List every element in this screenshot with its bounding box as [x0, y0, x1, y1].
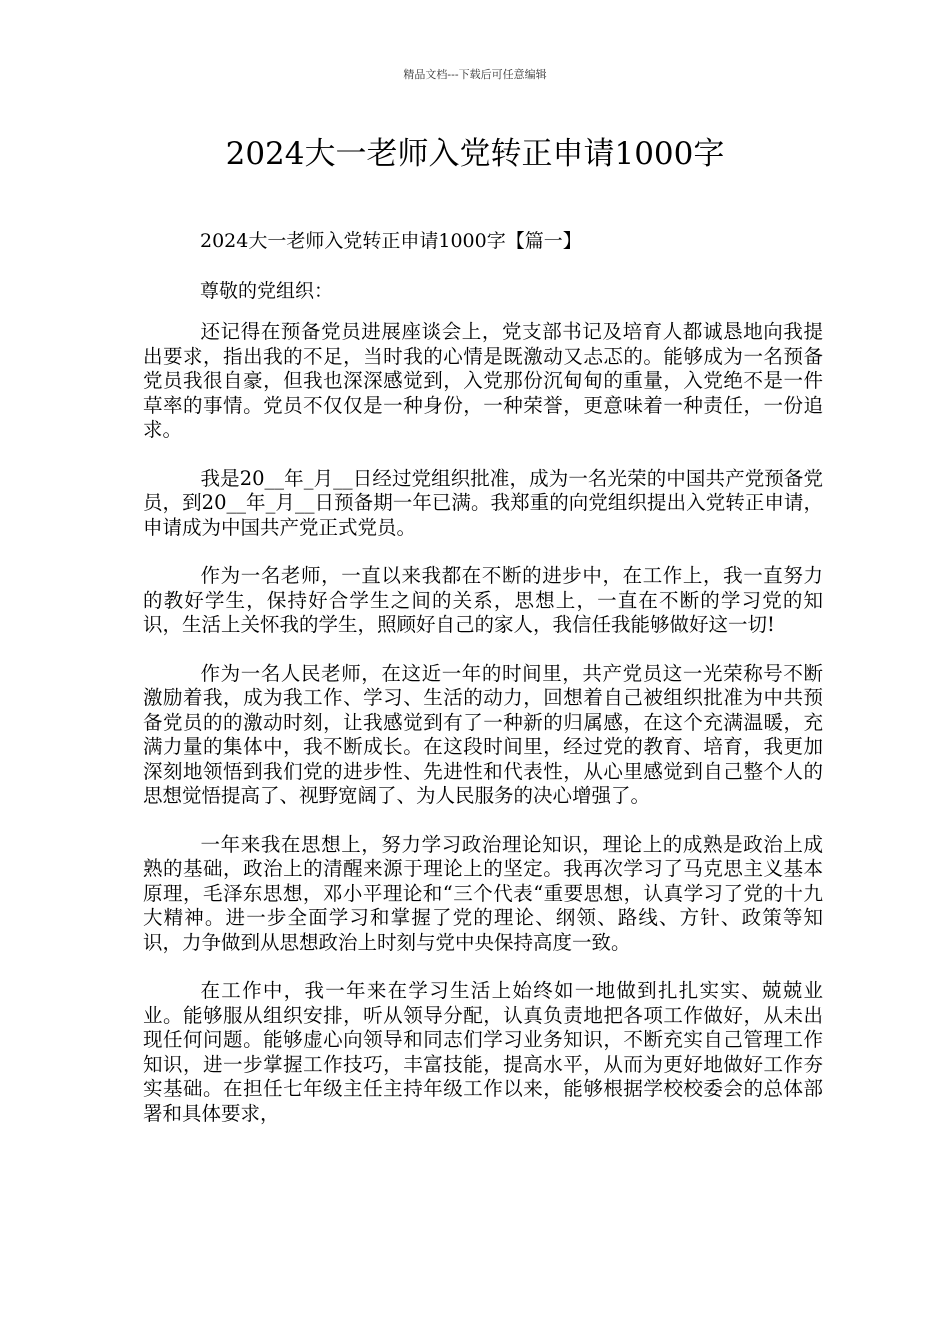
paragraph: 在工作中，我一年来在学习生活上始终如一地做到扎扎实实、兢兢业业。能够服从组织安排，听从领导分配，认真负责地把各项工作做好，从未出现任何问题。能够虚心向领导和同志们学习业务知识，不断充实自己管理工作知识，进一步掌握工作技巧，丰富技能，提高水平，从而为更好地做好工作夯实基础。在担任七年级主任主持年级工作以来，能够根据学校校委会的总体部署和具体要求， — [143, 979, 823, 1125]
paragraph: 作为一名老师，一直以来我都在不断的进步中，在工作上，我一直努力的教好学生，保持好合学生之间的关系，思想上，一直在不断的学习党的知识，生活上关怀我的学生，照顾好自己的家人，我信任我能够做好这一切! — [143, 564, 823, 636]
paragraph: 还记得在预备党员进展座谈会上，党支部书记及培育人都诚恳地向我提出要求，指出我的不足，当时我的心情是既激动又忐忑的。能够成为一名预备党员我很自豪，但我也深深感觉到，入党那份沉甸甸的重量，入党绝不是一件草率的事情。党员不仅仅是一种身份，一种荣誉，更意味着一种责任，一份追求。 — [143, 320, 823, 441]
salutation: 尊敬的党组织： — [200, 280, 334, 302]
paragraph: 我是20__年_月__日经过党组织批准，成为一名光荣的中国共产党预备党员，到20__年_月__日预备期一年已满。我郑重的向党组织提出入党转正申请，申请成为中国共产党正式党员。 — [143, 466, 823, 539]
document-title: 2024大一老师入党转正申请1000字 — [225, 136, 725, 172]
paragraph: 一年来我在思想上，努力学习政治理论知识，理论上的成熟是政治上成熟的基础，政治上的清醒来源于理论上的坚定。我再次学习了马克思主义基本原理，毛泽东思想，邓小平理论和“三个代表“重要思想，认真学习了党的十九大精神。进一步全面学习和掌握了党的理论、纲领、路线、方针、政策等知识，力争做到从思想政治上时刻与党中央保持高度一致。 — [143, 832, 823, 954]
paragraph: 作为一名人民老师，在这近一年的时间里，共产党员这一光荣称号不断激励着我，成为我工作、学习、生活的动力，回想着自己被组织批准为中共预备党员的的激动时刻，让我感觉到有了一种新的归属感，在这个充满温暖，充满力量的集体中，我不断成长。在这段时间里，经过党的教育、培育，我更加深刻地领悟到我们党的进步性、先进性和代表性，从心里感觉到自己整个人的思想觉悟提高了、视野宽阔了、为人民服务的决心增强了。 — [143, 661, 823, 807]
header-note: 精品文档---下载后可任意编辑 — [403, 68, 547, 81]
section-subtitle: 2024大一老师入党转正申请1000字【篇一】 — [200, 230, 582, 252]
document-body — [143, 320, 823, 1150]
